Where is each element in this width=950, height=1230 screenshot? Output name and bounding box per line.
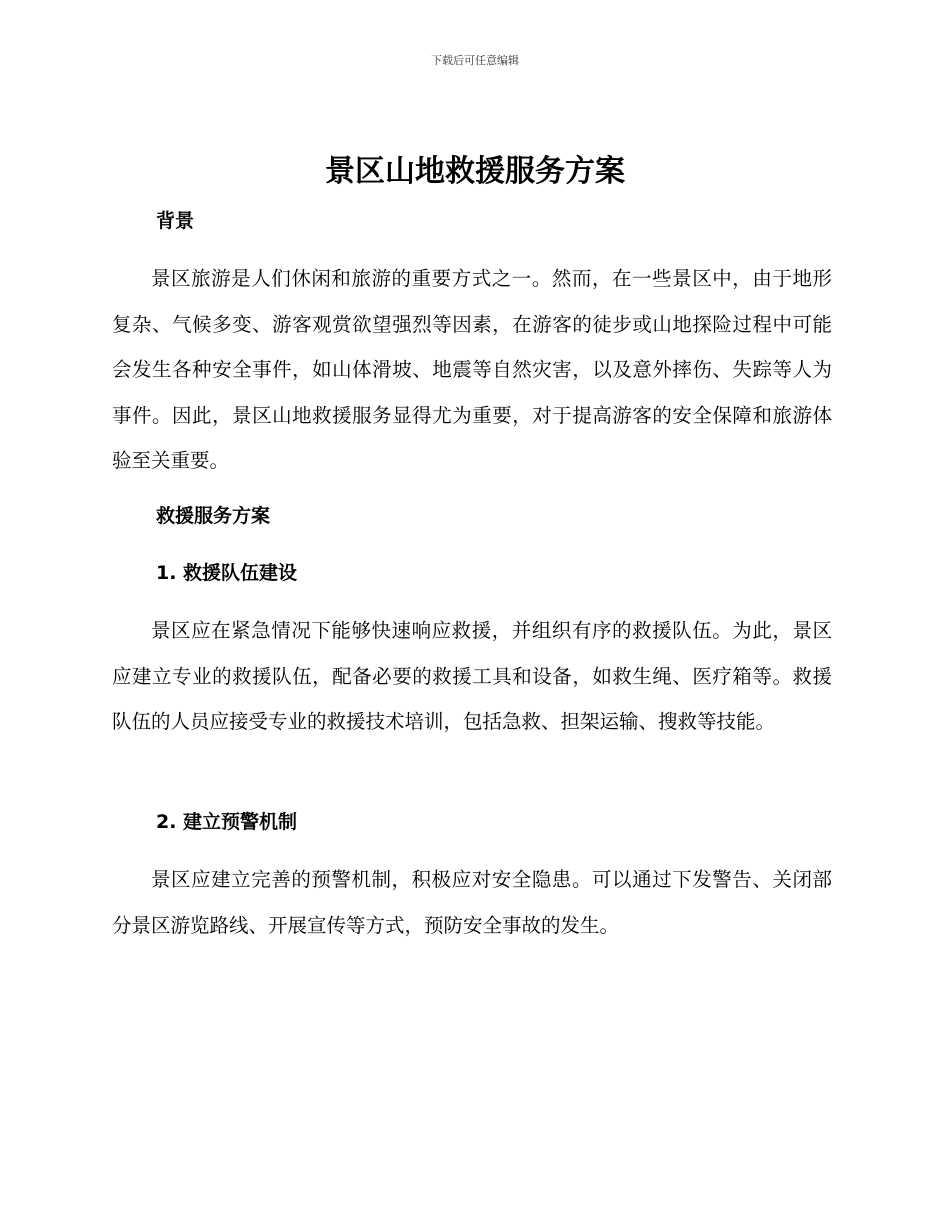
paragraph-background: 景区旅游是人们休闲和旅游的重要方式之一。然而，在一些景区中，由于地形复杂、气候多变、游客观赏欲望强烈等因素，在游客的徒步或山地探险过程中可能会发生各种安全事件，如山体滑坡、地震等自然灾害，以及意外摔伤、失踪等人为事件。因此，景区山地救援服务显得尤为重要，对于提高游客的安全保障和旅游体验至关重要。 (112, 267, 832, 472)
header-note: 下载后可任意编辑 (431, 54, 519, 67)
section-heading-background: 背景 (156, 210, 195, 232)
paragraph-team: 景区应在紧急情况下能够快速响应救援，并组织有序的救援队伍。为此，景区应建立专业的救援队伍，配备必要的救援工具和设备，如救生绳、医疗箱等。救援队伍的人员应接受专业的救援技术培训，包括急救、担架运输、搜救等技能。 (112, 619, 832, 733)
section-heading-warning: 2. 建立预警机制 (156, 811, 298, 833)
section-heading-team: 1. 救援队伍建设 (156, 562, 298, 584)
document-title: 景区山地救援服务方案 (325, 154, 625, 189)
paragraph-warning: 景区应建立完善的预警机制，积极应对安全隐患。可以通过下发警告、关闭部分景区游览路线、开展宣传等方式，预防安全事故的发生。 (112, 868, 832, 937)
section-heading-rescue-plan: 救援服务方案 (156, 505, 271, 527)
